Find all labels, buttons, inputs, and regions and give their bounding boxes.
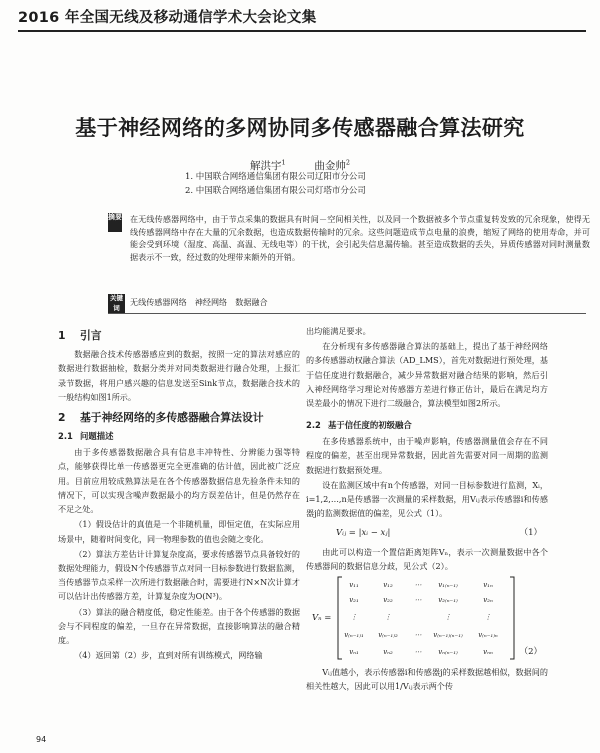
matrix-cell: vₙ₂: [383, 648, 393, 657]
paragraph: （1）假设估计的真值是一个非随机量，即恒定值，在实际应用场景中，随着时间变化，同一物理参数的值也会随之变化。: [58, 519, 300, 544]
matrix-cell: v₁₍ₙ₋₁₎: [438, 581, 458, 590]
abstract-label: 摘要: [108, 213, 122, 232]
matrix-cell: ⋯: [414, 631, 422, 640]
section-number: 2: [58, 411, 66, 425]
matrix-cell: ⋮: [444, 613, 452, 622]
paragraph: 由此可以构造一个置信距离矩阵Vₙ，表示一次测量数据中各个传感器间的数据信息分歧，见公式（2）。: [306, 546, 548, 571]
subsection-title: 问题描述: [80, 431, 114, 442]
matrix-cell: ⋯: [414, 596, 422, 605]
equation-number: （1）: [519, 527, 542, 538]
subsection-2-1-heading: [58, 429, 300, 444]
matrix-cell: v₍ₙ₋₁₎₁: [344, 631, 364, 640]
matrix-lhs: Vₙ =: [312, 613, 332, 624]
subsection-2-2-heading: [306, 418, 548, 433]
equation-1: [306, 524, 548, 542]
paragraph: 在分析现有多传感器融合算法的基础上，提出了基于神经网络的多传感器动权融合算法（AD_LMS），首先对数据进行预处理，基于信任度进行数据融合，减少异常数据对融合结果的影响，然后引入神经网络学习理论对传感器方差进行修正估计，最后在满足均方误差最小的情况下进行二级融合，算法模型如图2所示。: [306, 341, 548, 409]
section-2-heading: [58, 410, 300, 426]
right-column: [306, 324, 548, 695]
matrix-cell: v₍ₙ₋₁₎₂: [378, 631, 398, 640]
matrix-cell: v₁₂: [383, 581, 393, 590]
matrix-cell: ⋮: [384, 613, 392, 622]
equation-number: （2）: [519, 647, 542, 658]
distance-matrix: [336, 575, 516, 661]
subsection-title: 基于信任度的初级融合: [328, 420, 412, 431]
matrix-cell: ⋮: [350, 613, 358, 622]
abstract-text: 在无线传感器网络中，由于节点采集的数据具有时间－空间相关性，以及同一个数据被多个节点重复转发致的冗余现象，使得无线传感器网络中存在大量的冗余数据，也造成数据传输时的冗余。这些问题造成节点电量的浪费，缩短了网络的使用寿命，并可能会受到环境（湿度、高温、高温、无线电等）的干扰，会引起失信息漏传输。甚至造成数据的丢失，异质传感器对同时测量数据表示不一致，经过数的处理带来额外的开销。: [130, 214, 590, 262]
matrix-cell: v₁₁: [349, 581, 359, 590]
paragraph: 出均能满足要求。: [306, 326, 371, 336]
keywords-label: 关键词: [110, 294, 123, 312]
section-title: 基于神经网络的多传感器融合算法设计: [80, 411, 264, 425]
running-head: 2016 年全国无线及移动通信学术大会论文集: [18, 10, 317, 26]
equation-body: Vᵢⱼ = |xᵢ − xⱼ|: [336, 527, 391, 538]
paragraph: （3）算法的融合精度低，稳定性能差。由于各个传感器的数据会与不同程度的偏差，一旦存在异常数据，直接影响算法的融合精度。: [58, 606, 300, 646]
paragraph: 数据融合技术传感器感应到的数据，按照一定的算法对感应的数据进行数据抽检，数据分类并对同类数据进行融合处理，上报汇录节数据，将用户感兴趣的信息发送至Sink节点，数据融合技术的一般结构如图1所示。: [58, 349, 300, 402]
subsection-number: 2.2: [306, 420, 321, 431]
matrix-cell: v₂ₙ: [483, 596, 493, 605]
abstract-divider: [108, 313, 586, 314]
matrix-cell: vₙₙ: [483, 648, 493, 657]
matrix-cell: ⋮: [484, 613, 492, 622]
paragraph: Vᵢⱼ值越小，表示传感器i和传感器j的采样数据越相似，数据间的相关性越大，因此可以用1/Vᵢⱼ表示两个传: [306, 667, 548, 692]
section-number: 1: [58, 329, 66, 342]
section-title: 引言: [80, 329, 102, 342]
affiliation-1: 1. 中国联合网络通信集团有限公司辽阳市分公司: [185, 172, 366, 182]
matrix-cell: vₙ₁: [349, 648, 359, 657]
author-sup: 1: [281, 158, 286, 167]
matrix-cell: vₙ₍ₙ₋₁₎: [438, 648, 458, 657]
author-name: 解洪宇: [250, 160, 282, 172]
keywords-text: 无线传感器网络 神经网络 数据融合: [130, 297, 268, 307]
matrix-cell: v₂₁: [349, 596, 359, 605]
subsection-number: 2.1: [58, 431, 73, 442]
equation-2: [306, 575, 548, 661]
matrix-cell: v₂₍ₙ₋₁₎: [438, 596, 458, 605]
section-1-heading: [58, 328, 300, 344]
header-rule: [18, 30, 586, 32]
paragraph: 在多传感器系统中，由于噪声影响，传感器测量值会存在不同程度的偏差，甚至出现异常数据，因此首先需要对同一周期的监测数据进行数据预处理。: [306, 436, 548, 475]
paragraph: 设在监测区域中有n个传感器，对同一目标参数进行监测，Xᵢ，i=1,2,…,n是传感器一次测量的采样数据，用Vᵢⱼ表示传感器i和传感器j的监测数据值的偏差，见公式（1）。: [306, 479, 548, 519]
page-number: 94: [36, 735, 47, 744]
paper-title: 基于神经网络的多网协同多传感器融合算法研究: [75, 116, 525, 140]
matrix-cell: ⋯: [414, 648, 422, 657]
author-line: [0, 158, 600, 173]
matrix-cell: v₍ₙ₋₁₎₍ₙ₋₁₎: [433, 631, 463, 640]
matrix-cell: v₂₂: [383, 596, 393, 605]
paragraph: （4）返回第（2）步，直到对所有训练模式，网络输: [74, 650, 263, 661]
author-name: 曲金帅: [314, 160, 346, 172]
matrix-cell: v₍ₙ₋₁₎ₙ: [478, 631, 498, 640]
paragraph: （2）算法方差估计计算复杂度高，要求传感器节点具备较好的数据处理能力，假设N个传感器节点对同一目标参数进行数据监测，当传感器节点采样一次所进行数据融合时，需要进行N×N次计算才可以估计出传感器方差，计算复杂度为O(N³)。: [58, 548, 300, 602]
matrix-cell: ⋯: [414, 581, 422, 590]
affiliation-2: 2. 中国联合网络通信集团有限公司灯塔市分公司: [185, 186, 366, 196]
author-sup: 2: [345, 158, 350, 167]
left-column: [58, 324, 300, 664]
paragraph: 由于多传感器数据融合具有信息丰冲特性、分辨能力强等特点，能够获得比单一传感器更完全更准确的估计值，因此被广泛应用。目前应用较成熟算法是在各个传感器数据信息先验条件未知的情况下，可以实现含噪声数据最小的均方误差估计，但是仍然存在不足之处。: [58, 447, 300, 515]
matrix-cell: v₁ₙ: [483, 581, 493, 590]
